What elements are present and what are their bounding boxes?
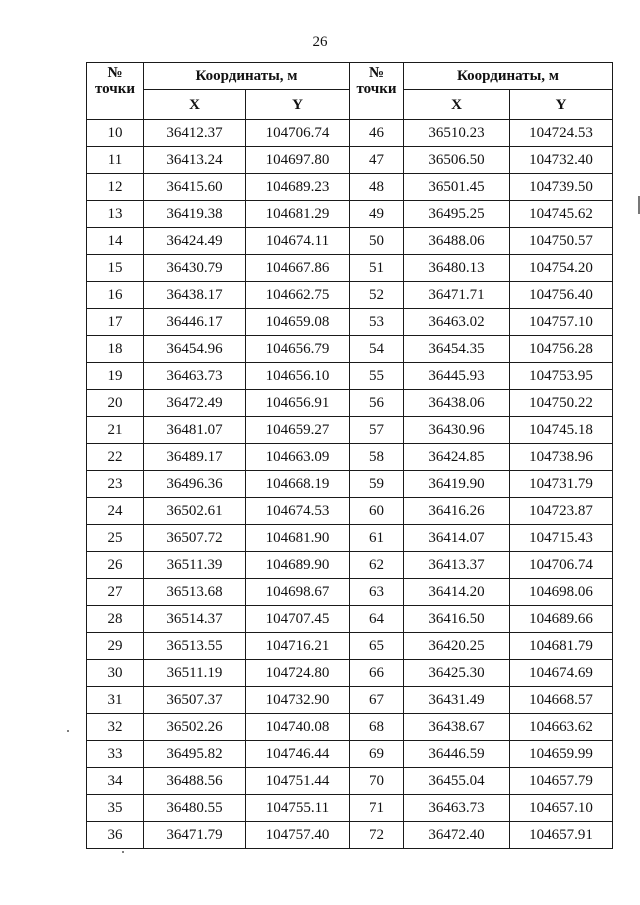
y-cell: 104739.50 [510,174,613,201]
coordinates-header-left: Координаты, м [144,63,350,90]
point-number-cell: 62 [350,552,404,579]
point-label: точки [94,81,136,97]
y-cell: 104732.90 [246,687,350,714]
x-cell: 36510.23 [404,120,510,147]
point-number-header-right [350,63,404,120]
point-number-cell: 56 [350,390,404,417]
y-cell: 104657.79 [510,768,613,795]
y-cell: 104674.69 [510,660,613,687]
y-cell: 104698.67 [246,579,350,606]
point-number-cell: 70 [350,768,404,795]
y-cell: 104757.10 [510,309,613,336]
table-row [87,579,613,606]
x-cell: 36480.13 [404,255,510,282]
scan-speck [67,730,69,732]
x-cell: 36446.17 [144,309,246,336]
table-row [87,633,613,660]
point-number-cell: 10 [87,120,144,147]
y-cell: 104659.99 [510,741,613,768]
table-row [87,525,613,552]
y-cell: 104674.53 [246,498,350,525]
x-cell: 36413.37 [404,552,510,579]
table-row [87,201,613,228]
x-cell: 36495.25 [404,201,510,228]
point-number-cell: 65 [350,633,404,660]
x-cell: 36454.35 [404,336,510,363]
point-number-header-left [87,63,144,120]
point-number-cell: 32 [87,714,144,741]
y-cell: 104724.80 [246,660,350,687]
point-number-cell: 48 [350,174,404,201]
y-cell: 104656.79 [246,336,350,363]
point-number-cell: 72 [350,822,404,849]
table-row [87,255,613,282]
point-number-cell: 60 [350,498,404,525]
x-cell: 36454.96 [144,336,246,363]
point-number-cell: 22 [87,444,144,471]
point-number-cell: 11 [87,147,144,174]
x-cell: 36455.04 [404,768,510,795]
y-cell: 104706.74 [510,552,613,579]
x-cell: 36511.39 [144,552,246,579]
y-cell: 104732.40 [510,147,613,174]
table-row [87,444,613,471]
point-number-cell: 58 [350,444,404,471]
x-cell: 36502.61 [144,498,246,525]
x-cell: 36414.07 [404,525,510,552]
y-cell: 104659.27 [246,417,350,444]
y-cell: 104724.53 [510,120,613,147]
x-cell: 36438.67 [404,714,510,741]
table-row [87,282,613,309]
table-row [87,417,613,444]
x-header-left: X [144,90,246,120]
point-number-cell: 19 [87,363,144,390]
point-number-cell: 13 [87,201,144,228]
point-number-cell: 67 [350,687,404,714]
point-label: точки [356,81,397,97]
x-cell: 36472.49 [144,390,246,417]
point-number-cell: 12 [87,174,144,201]
table-row [87,714,613,741]
page-number: 26 [312,34,328,50]
x-cell: 36424.49 [144,228,246,255]
x-cell: 36507.72 [144,525,246,552]
x-cell: 36413.24 [144,147,246,174]
y-cell: 104689.23 [246,174,350,201]
y-cell: 104751.44 [246,768,350,795]
y-cell: 104707.45 [246,606,350,633]
y-cell: 104689.66 [510,606,613,633]
table-row [87,336,613,363]
y-cell: 104754.20 [510,255,613,282]
number-sign: № [368,65,385,81]
x-cell: 36463.73 [404,795,510,822]
point-number-cell: 15 [87,255,144,282]
table-row [87,606,613,633]
x-cell: 36463.02 [404,309,510,336]
point-number-cell: 24 [87,498,144,525]
y-cell: 104674.11 [246,228,350,255]
table-row [87,687,613,714]
y-cell: 104697.80 [246,147,350,174]
y-cell: 104740.08 [246,714,350,741]
x-cell: 36446.59 [404,741,510,768]
x-cell: 36502.26 [144,714,246,741]
table-row [87,363,613,390]
x-cell: 36513.55 [144,633,246,660]
point-number-cell: 64 [350,606,404,633]
table-row [87,390,613,417]
point-number-cell: 53 [350,309,404,336]
point-number-cell: 55 [350,363,404,390]
point-number-cell: 25 [87,525,144,552]
x-cell: 36480.55 [144,795,246,822]
x-cell: 36416.50 [404,606,510,633]
x-cell: 36513.68 [144,579,246,606]
x-cell: 36425.30 [404,660,510,687]
y-header-right: Y [510,90,613,120]
y-cell: 104663.62 [510,714,613,741]
table-row [87,795,613,822]
x-cell: 36495.82 [144,741,246,768]
coordinates-table [86,62,613,849]
point-number-cell: 18 [87,336,144,363]
y-cell: 104746.44 [246,741,350,768]
x-cell: 36496.36 [144,471,246,498]
x-cell: 36415.60 [144,174,246,201]
point-number-cell: 46 [350,120,404,147]
y-cell: 104656.10 [246,363,350,390]
y-cell: 104681.29 [246,201,350,228]
point-number-cell: 16 [87,282,144,309]
table-body [87,120,613,849]
x-cell: 36507.37 [144,687,246,714]
point-number-cell: 20 [87,390,144,417]
table-row [87,552,613,579]
table-row [87,120,613,147]
table-row [87,660,613,687]
x-cell: 36431.49 [404,687,510,714]
point-number-cell: 61 [350,525,404,552]
table-row [87,822,613,849]
x-cell: 36488.56 [144,768,246,795]
y-cell: 104706.74 [246,120,350,147]
x-cell: 36463.73 [144,363,246,390]
x-cell: 36471.71 [404,282,510,309]
y-cell: 104750.57 [510,228,613,255]
point-number-cell: 23 [87,471,144,498]
x-cell: 36472.40 [404,822,510,849]
x-cell: 36419.90 [404,471,510,498]
y-cell: 104659.08 [246,309,350,336]
point-number-cell: 66 [350,660,404,687]
y-cell: 104715.43 [510,525,613,552]
y-cell: 104738.96 [510,444,613,471]
point-number-cell: 29 [87,633,144,660]
table-row [87,498,613,525]
scan-speck [122,851,124,853]
y-cell: 104667.86 [246,255,350,282]
x-cell: 36438.06 [404,390,510,417]
table-row [87,741,613,768]
y-cell: 104745.62 [510,201,613,228]
y-header-left: Y [246,90,350,120]
point-number-cell: 28 [87,606,144,633]
table-row [87,174,613,201]
y-cell: 104756.40 [510,282,613,309]
y-cell: 104657.10 [510,795,613,822]
x-cell: 36430.96 [404,417,510,444]
point-number-cell: 63 [350,579,404,606]
y-cell: 104756.28 [510,336,613,363]
y-cell: 104723.87 [510,498,613,525]
point-number-cell: 57 [350,417,404,444]
point-number-cell: 26 [87,552,144,579]
x-cell: 36412.37 [144,120,246,147]
x-cell: 36489.17 [144,444,246,471]
x-cell: 36488.06 [404,228,510,255]
point-number-cell: 54 [350,336,404,363]
table-row [87,309,613,336]
point-number-cell: 30 [87,660,144,687]
point-number-cell: 68 [350,714,404,741]
point-number-cell: 27 [87,579,144,606]
y-cell: 104698.06 [510,579,613,606]
y-cell: 104753.95 [510,363,613,390]
x-cell: 36445.93 [404,363,510,390]
x-cell: 36414.20 [404,579,510,606]
table-row [87,471,613,498]
x-cell: 36481.07 [144,417,246,444]
x-cell: 36416.26 [404,498,510,525]
number-sign: № [107,65,123,81]
y-cell: 104757.40 [246,822,350,849]
point-number-cell: 14 [87,228,144,255]
y-cell: 104745.18 [510,417,613,444]
point-number-cell: 17 [87,309,144,336]
x-cell: 36419.38 [144,201,246,228]
x-cell: 36471.79 [144,822,246,849]
point-number-cell: 51 [350,255,404,282]
point-number-cell: 49 [350,201,404,228]
point-number-cell: 59 [350,471,404,498]
x-cell: 36430.79 [144,255,246,282]
y-cell: 104663.09 [246,444,350,471]
point-number-cell: 52 [350,282,404,309]
y-cell: 104656.91 [246,390,350,417]
point-number-cell: 71 [350,795,404,822]
table-row [87,768,613,795]
point-number-cell: 33 [87,741,144,768]
y-cell: 104657.91 [510,822,613,849]
y-cell: 104750.22 [510,390,613,417]
y-cell: 104681.79 [510,633,613,660]
y-cell: 104668.19 [246,471,350,498]
point-number-cell: 69 [350,741,404,768]
point-number-cell: 31 [87,687,144,714]
x-cell: 36438.17 [144,282,246,309]
point-number-cell: 35 [87,795,144,822]
x-cell: 36424.85 [404,444,510,471]
y-cell: 104731.79 [510,471,613,498]
x-cell: 36506.50 [404,147,510,174]
y-cell: 104662.75 [246,282,350,309]
y-cell: 104668.57 [510,687,613,714]
point-number-cell: 21 [87,417,144,444]
coordinates-header-right: Координаты, м [404,63,613,90]
table-row [87,147,613,174]
y-cell: 104755.11 [246,795,350,822]
point-number-cell: 34 [87,768,144,795]
point-number-cell: 36 [87,822,144,849]
y-cell: 104681.90 [246,525,350,552]
point-number-cell: 50 [350,228,404,255]
y-cell: 104716.21 [246,633,350,660]
x-cell: 36420.25 [404,633,510,660]
y-cell: 104689.90 [246,552,350,579]
x-cell: 36514.37 [144,606,246,633]
table-row [87,228,613,255]
x-cell: 36501.45 [404,174,510,201]
point-number-cell: 47 [350,147,404,174]
x-header-right: X [404,90,510,120]
x-cell: 36511.19 [144,660,246,687]
